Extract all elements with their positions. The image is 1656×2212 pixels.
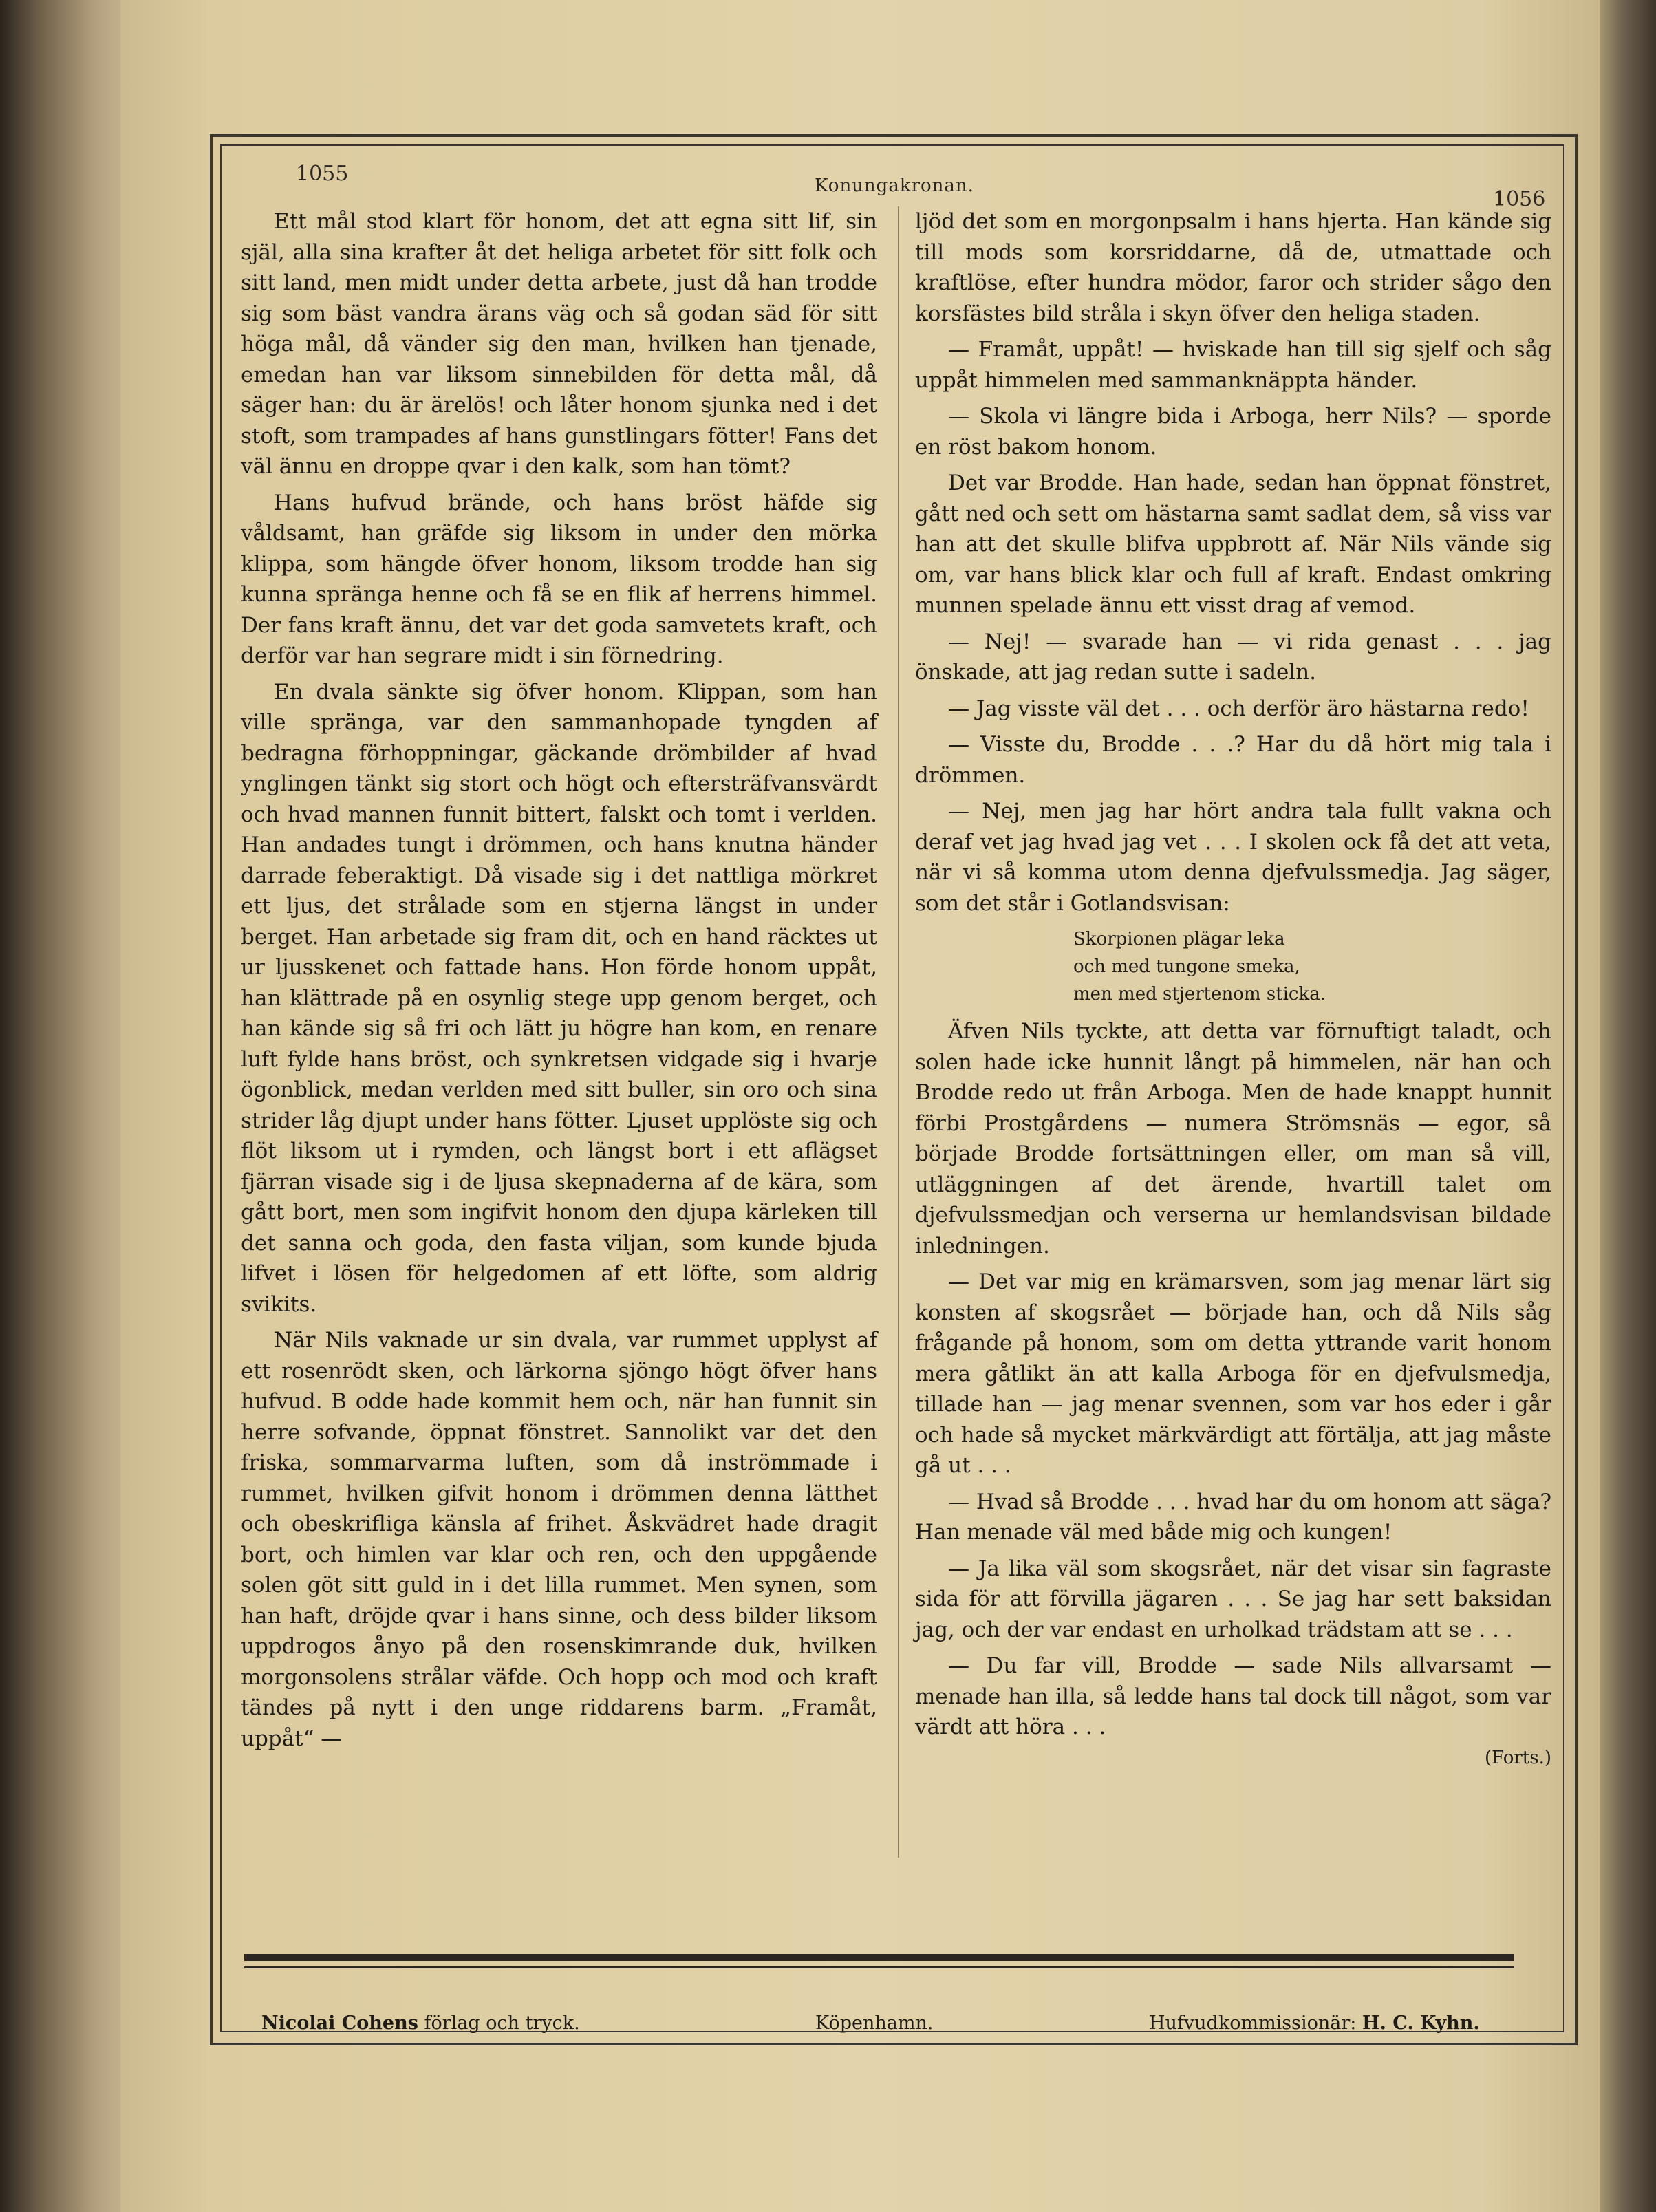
commission-imprint [1149,2012,1480,2034]
paragraph: Det var Brodde. Han hade, sedan han öppnat fönstret, gått ned och sett om hästarna samt sadlat dem, så viss var han att det skulle blifva uppbrott af. När Nils vände sig om, var hans blick klar och full af kraft. Endast omkring munnen spelade ännu ett visst drag af vemod. [915,471,1551,618]
paragraph: — Det var mig en krämarsven, som jag menar lärt sig konsten af skogsrået — började han, och då Nils såg frågande på honom, som om detta yttrande varit honom mera gåtlikt än att kalla Arboga för en djefvulsmedja, tillade han — jag menar svennen, som var hos eder i går och hade så mycket märkvärdigt att förtälja, att jag måste gå ut . . . [915,1269,1551,1478]
verse-line: men med stjertenom sticka. [1073,984,1326,1005]
paragraph: Äfven Nils tyckte, att detta var förnuftigt taladt, och solen hade icke hunnit långt på himmelen, när han och Brodde redo ut från Arboga. Men de hade knappt hunnit förbi Prostgårdens — numera Strömsnäs — egor, så började Brodde fortsättningen eller, om man så vill, utläggningen af det ärende, hvartill talet om djefvulssmedjan och verserna ur hemlandsvisan bildade inledningen. [915,1019,1551,1258]
paragraph: — Hvad så Brodde . . . hvad har du om honom att säga? Han menade väl med både mig och kungen! [915,1489,1551,1545]
running-title: Konungakronan. [815,175,974,196]
publisher-name: Nicolai Cohens [261,2012,418,2034]
paragraph: — Framåt, uppåt! — hviskade han till sig sjelf och såg uppåt himmelen med sammanknäppta händer. [915,337,1551,393]
paragraph: — Ja lika väl som skogsrået, när det visar sin fagraste sida för att förvilla jägaren . . . Se jag har sett baksidan jag, och der var endast en urholkad trädstam att se . . . [915,1556,1551,1642]
verse-line: och med tungone smeka, [1073,956,1300,977]
paragraph: — Du far vill, Brodde — sade Nils allvarsamt — menade han illa, så ledde hans tal dock till något, som var värdt att höra . . . [915,1653,1551,1739]
paragraph: När Nils vaknade ur sin dvala, var rummet upplyst af ett rosenrödt sken, och lärkorna sjöngo högt öfver hans hufvud. B odde hade kommit hem och, när han funnit sin herre sofvande, öppnat fönstret. Sannolikt var det den friska, sommarvarma luften, som då inströmmade i rummet, hvilken gifvit honom i drömmen denna lätthet och obeskrifliga känsla af frihet. Åskvädret hade dragit bort, och himlen var klar och ren, och den uppgående solen göt sitt guld in i det lilla rummet. Men synen, som han haft, dröjde qvar i hans sinne, och dess bilder liksom uppdrogos ånyo på den rosenskimrande duk, hvilken morgonsolens strålar väfde. Och hopp och mod och kraft tändes på nytt i den unge riddarens barm. „Framåt, uppåt“ — [241,1328,877,1751]
column-divider [898,206,899,1858]
commission-name: H. C. Kyhn. [1362,2012,1480,2034]
book-binding [0,0,131,2212]
paragraph: — Skola vi längre bida i Arboga, herr Nils? — sporde en röst bakom honom. [915,404,1551,460]
page-number-right: 1056 [1493,187,1546,211]
paragraph: — Jag visste väl det . . . och derför äro hästarna redo! [948,696,1529,721]
right-column [915,206,1551,1773]
page-number-left: 1055 [296,162,349,186]
paragraph: — Nej! — svarade han — vi rida genast . . . jag önskade, att jag redan sutte i sadeln. [915,629,1551,685]
verse-block [1073,925,1551,1008]
paragraph: En dvala sänkte sig öfver honom. Klippan, som han ville spränga, var den sammanhopade tyngden af bedragna förhoppningar, gäckande drömbilder af hvad ynglingen tänkt sig stort och högt och eftersträfvansvärdt och hvad mannen funnit bittert, falskt och tomt i verlden. Han andades tungt i drömmen, och hans knutna händer darrade feberaktigt. Då visade sig i det nattliga mörkret ett ljus, det strålade som en stjerna längst in under berget. Han arbetade sig fram dit, och en hand räcktes ut ur ljusskenet och fattade hans. Hon förde honom uppåt, han klättrade på en osynlig stege upp genom berget, och han kände sig så fri och lätt ju högre han kom, en renare luft fylde hans bröst, och synkretsen vidgade sig i hvarje ögonblick, medan verlden med sitt buller, sin oro och sina strider låg djupt under hans fötter. Ljuset upplöste sig och flöt liksom ut i rymden, och längst bort i ett aflägset fjärran visade sig i de ljusa skepnaderna af de kära, som gått bort, men som ingifvit honom den djupa kärleken till det sanna och goda, den fasta viljan, som kunde bjuda lifvet i lösen för helgedomen af ett löfte, som aldrig svikits. [241,679,877,1317]
paragraph: — Nej, men jag har hört andra tala fullt vakna och deraf vet jag hvad jag vet . . . I skolen ock få det att veta, när vi så komma utom denna djefvulssmedja. Jag säger, som det står i Gotlandsvisan: [915,799,1551,916]
paragraph: — Visste du, Brodde . . .? Har du då hört mig tala i drömmen. [915,732,1551,788]
continued-note: (Forts.) [1484,1747,1551,1768]
paragraph: Ett mål stod klart för honom, det att egna sitt lif, sin själ, alla sina krafter åt det heliga arbetet för sitt folk och sitt land, men midt under detta arbete, just då han trodde sig som bäst vandra ärans väg och så godan säd för sitt höga mål, då vänder sig den man, hvilken han tjenade, emedan han var liksom sinnebilden för detta mål, då säger han: du är ärelös! och låter honom sjunka ned i det stoft, som trampades af hans gunstlingars fötter! Fans det väl ännu en droppe qvar i den kalk, som han tömt? [241,209,877,479]
commission-label: Hufvudkommissionär: [1149,2012,1357,2034]
paragraph: ljöd det som en morgonpsalm i hans hjerta. Han kände sig till mods som korsriddarne, då de, utmattade och kraftlöse, efter hundra mödor, faror och strider sågo den korsfästes bild stråla i skyn öfver den heliga staden. [915,209,1551,326]
verse-line: Skorpionen plägar leka [1073,929,1285,949]
left-column [241,206,877,1759]
book-edge [1600,0,1656,2212]
publisher-imprint [261,2012,580,2034]
publisher-text: förlag och tryck. [424,2012,580,2034]
paragraph: Hans hufvud brände, och hans bröst häfde sig våldsamt, han gräfde sig liksom in under den mörka klippa, som hängde öfver honom, liksom trodde han sig kunna spränga henne och få se en flik af herrens himmel. Der fans kraft ännu, det var det goda samvetets kraft, och derför var han segrare midt i sin förnedring. [241,490,877,668]
imprint-city: Köpenhamn. [815,2012,934,2034]
footer-rule-thin [244,1966,1514,1968]
footer-rule [244,1954,1514,1961]
